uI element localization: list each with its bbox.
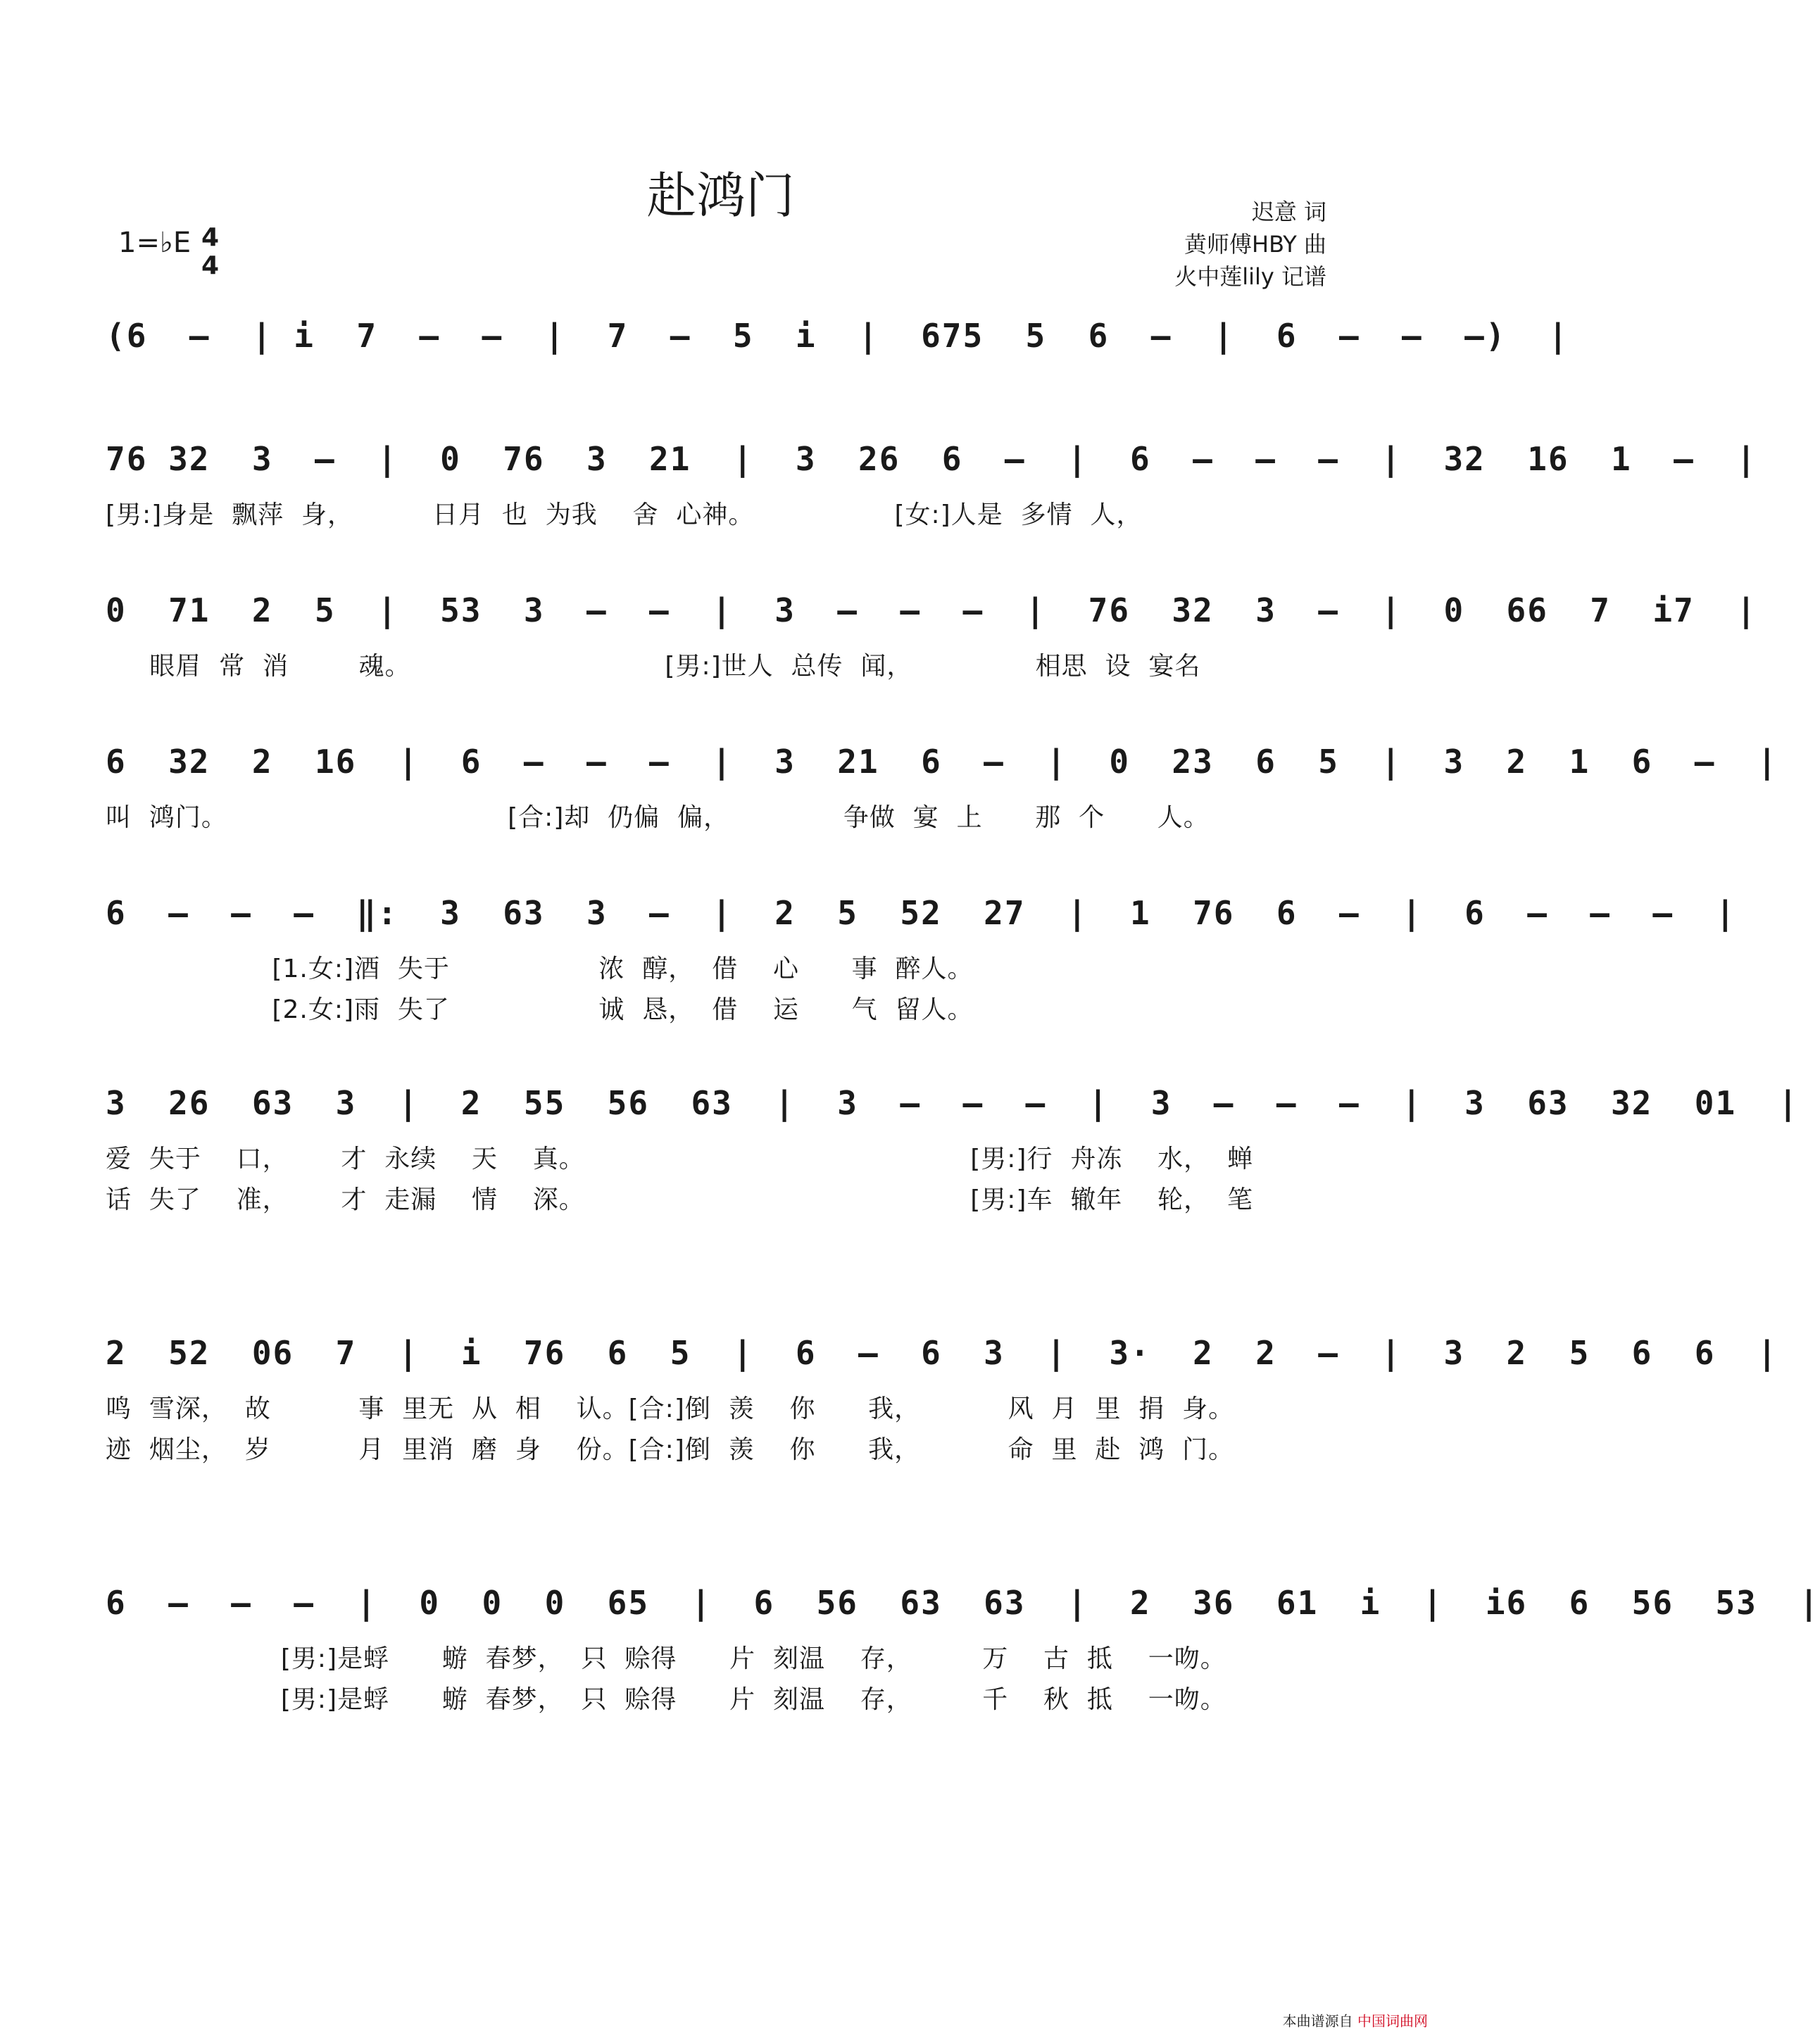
notes-line: 6 – – – | 0 0 0 65 | 6 56 63 63 | 2 36 61 i | i6 6 56 53 | — [106, 1584, 1820, 1622]
song-title: 赴鸿门 — [647, 167, 795, 225]
key-signature: 1=♭E — [118, 227, 192, 259]
composer-credit: 黄师傅HBY 曲 — [1184, 231, 1326, 258]
lyric-line: 爱 失于 口， 才 永续 天 真。 [男:]行 舟冻 水， 蝉 — [106, 1145, 1254, 1173]
footer — [1283, 2010, 1428, 2030]
lyricist-credit: 迟意 词 — [1251, 199, 1326, 225]
notes-line: 76 32 3 – | 0 76 3 21 | 3 26 6 – | 6 – – – | 32 16 1 – | — [106, 440, 1757, 478]
notes-line: 3 26 63 3 | 2 55 56 63 | 3 – – – | 3 – – – | 3 63 32 01 | — [106, 1084, 1800, 1122]
notes-line: 0 71 2 5 | 53 3 – – | 3 – – – | 76 32 3 – | 0 66 7 i7 | — [106, 591, 1757, 629]
lyric-line: 迹 烟尘， 岁 月 里消 磨 身 份。[合:]倒 羡 你 我， 命 里 赴 鸿 门。 — [106, 1435, 1235, 1464]
transcriber-credit: 火中莲lily 记谱 — [1174, 263, 1326, 290]
lyric-line: [男:]身是 飘萍 身， 日月 也 为我 舍 心神。 [女:]人是 多情 人， — [106, 500, 1143, 529]
footer-source: 本曲谱源自 — [1282, 2013, 1353, 2029]
footer-site: 中国词曲网 — [1357, 2013, 1428, 2029]
lyric-line: [2.女:]雨 失了 诚 恳， 借 运 气 留人。 — [106, 995, 974, 1024]
lyric-line: [1.女:]酒 失于 浓 醇， 借 心 事 醉人。 — [106, 955, 974, 983]
lyric-line: [男:]是蜉 蝣 春梦， 只 赊得 片 刻温 存， 万 古 抵 一吻。 — [106, 1644, 1226, 1673]
notes-line: 6 32 2 16 | 6 – – – | 3 21 6 – | 0 23 6 5 | 3 2 1 6 – | — [106, 743, 1778, 781]
time-signature — [201, 224, 219, 280]
meter-bottom: 4 — [201, 251, 220, 280]
lyric-line: 鸣 雪深， 故 事 里无 从 相 认。[合:]倒 羡 你 我， 风 月 里 捐 身。 — [106, 1394, 1235, 1423]
lyric-line: [男:]是蜉 蝣 春梦， 只 赊得 片 刻温 存， 千 秋 抵 一吻。 — [106, 1685, 1226, 1714]
notes-line: 6 – – – ‖: 3 63 3 – | 2 5 52 27 | 1 76 6 – | 6 – – – | — [106, 894, 1737, 932]
notes-line: (6 – | i 7 – – | 7 – 5 i | 675 5 6 – | 6 – – –) | — [106, 317, 1569, 355]
notes-line: 2 52 06 7 | i 76 6 5 | 6 – 6 3 | 3· 2 2 – | 3 2 5 6 6 | — [106, 1334, 1778, 1372]
lyric-line: 眼眉 常 消 魂。 [男:]世人 总传 闻， 相思 设 宴名 — [106, 652, 1201, 681]
credits — [1174, 196, 1326, 293]
meter-top: 4 — [201, 223, 220, 252]
lyric-line: 话 失了 准， 才 走漏 情 深。 [男:]车 辙年 轮， 笔 — [106, 1185, 1254, 1214]
lyric-line: 叫 鸿门。 [合:]却 仍偏 偏， 争做 宴 上 那 个 人。 — [106, 803, 1210, 832]
